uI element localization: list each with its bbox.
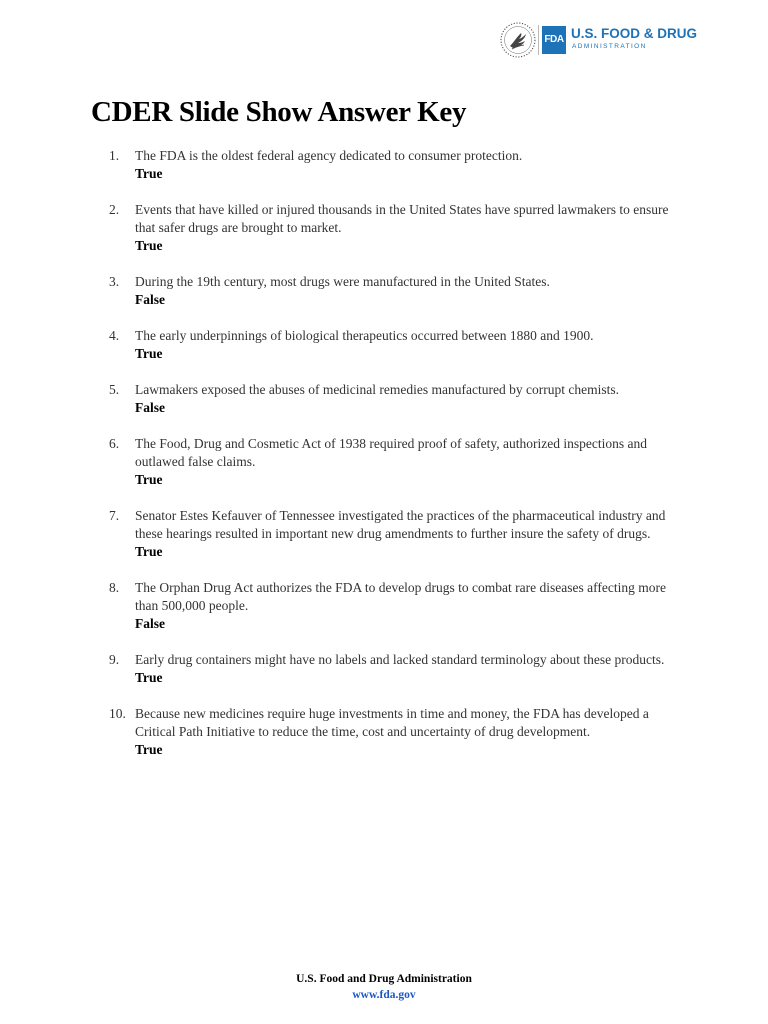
question-item: [109, 381, 689, 417]
question-list: [109, 147, 689, 759]
fda-logo-subtitle: ADMINISTRATION: [572, 43, 647, 50]
question-item: [109, 201, 689, 255]
question-item: [109, 435, 689, 489]
question-answer: True: [135, 742, 163, 757]
fda-logo-box: FDA: [542, 26, 566, 54]
question-answer: False: [135, 400, 165, 415]
question-number: 7.: [109, 508, 120, 523]
footer: [0, 971, 768, 1003]
question-text: The FDA is the oldest federal agency dedicated to consumer protection.: [135, 148, 523, 163]
question-number: 1.: [109, 148, 120, 163]
question-answer: True: [135, 544, 163, 559]
question-text: Lawmakers exposed the abuses of medicinal remedies manufactured by corrupt chemists.: [135, 382, 619, 397]
question-number: 2.: [109, 202, 120, 217]
question-text: Because new medicines require huge investments in time and money, the FDA has developed a Critical Path Initiative to reduce the time, cost and uncertainty of drug development.: [135, 706, 649, 739]
footer-organization: U.S. Food and Drug Administration: [296, 973, 472, 985]
footer-website-link[interactable]: www.fda.gov: [352, 989, 416, 1001]
question-item: [109, 705, 689, 759]
question-number: 6.: [109, 436, 120, 451]
question-text: Early drug containers might have no labels and lacked standard terminology about these products.: [135, 652, 665, 667]
hhs-eagle-seal-icon: [500, 22, 536, 58]
question-number: 10.: [109, 706, 126, 721]
question-text: Events that have killed or injured thousands in the United States have spurred lawmakers to ensure that safer drugs are brought to market.: [135, 202, 669, 235]
question-answer: True: [135, 346, 163, 361]
question-text: The early underpinnings of biological therapeutics occurred between 1880 and 1900.: [135, 328, 594, 343]
question-text: During the 19th century, most drugs were manufactured in the United States.: [135, 274, 550, 289]
question-answer: True: [135, 670, 163, 685]
question-answer: False: [135, 616, 165, 631]
fda-logo-name: U.S. FOOD & DRUG: [571, 26, 698, 41]
question-item: [109, 147, 689, 183]
question-answer: True: [135, 472, 163, 487]
question-item: [109, 507, 689, 561]
question-number: 3.: [109, 274, 120, 289]
question-item: [109, 327, 689, 363]
question-item: [109, 651, 689, 687]
question-number: 9.: [109, 652, 120, 667]
question-item: [109, 273, 689, 309]
question-text: The Orphan Drug Act authorizes the FDA to develop drugs to combat rare diseases affecting more than 500,000 people.: [135, 580, 666, 613]
question-answer: True: [135, 166, 163, 181]
question-answer: False: [135, 292, 165, 307]
question-answer: True: [135, 238, 163, 253]
header-logos: [500, 22, 698, 58]
question-text: Senator Estes Kefauver of Tennessee investigated the practices of the pharmaceutical industry and these hearings resulted in important new drug amendments to further insure the safety of drugs.: [135, 508, 666, 541]
question-number: 5.: [109, 382, 120, 397]
page-title: CDER Slide Show Answer Key: [91, 96, 467, 128]
question-number: 4.: [109, 328, 120, 343]
question-text: The Food, Drug and Cosmetic Act of 1938 required proof of safety, authorized inspections and outlawed false claims.: [135, 436, 647, 469]
question-number: 8.: [109, 580, 120, 595]
logo-divider: [538, 25, 539, 55]
question-item: [109, 579, 689, 633]
